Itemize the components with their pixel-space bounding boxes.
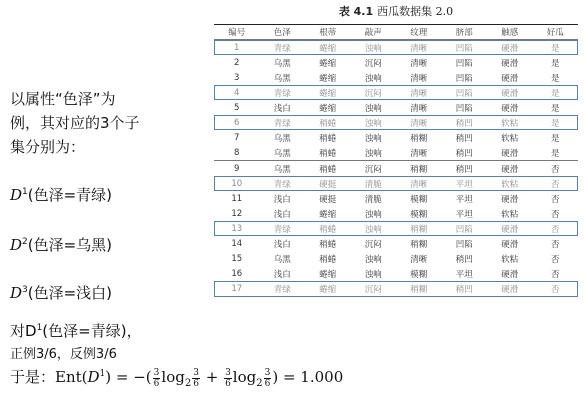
- formula-d: D: [87, 368, 100, 386]
- formula-eq: ) = −(: [105, 368, 152, 386]
- table-cell: 蜷缩: [319, 284, 337, 295]
- table-cell: 青绿: [273, 43, 291, 54]
- table-cell: 浊响: [364, 103, 382, 114]
- table-row: [214, 221, 578, 236]
- table-cell: 蜷缩: [319, 58, 337, 69]
- table-cell: 清晰: [410, 58, 428, 69]
- intro-line-3: 集分别为：: [10, 138, 86, 156]
- d1-text: (色泽=青绿): [27, 186, 113, 204]
- table-cell: 硬滑: [501, 284, 519, 295]
- table-cell: 软粘: [501, 118, 519, 129]
- fraction-4: [264, 368, 272, 389]
- table-row: [214, 100, 578, 115]
- table-cell: 否: [550, 269, 560, 280]
- fraction-3-den: 6: [225, 378, 231, 389]
- table-caption-title: 西瓜数据集 2.0: [377, 5, 454, 18]
- table-cell: 是: [550, 43, 560, 54]
- watermelon-dataset-table: [214, 24, 578, 297]
- table-cell: 浊响: [364, 43, 382, 54]
- table-cell: 模糊: [410, 194, 428, 205]
- d3-superscript: 3: [22, 285, 28, 295]
- table-cell: 硬滑: [501, 224, 519, 235]
- table-cell: 5: [234, 102, 240, 113]
- table-cell: 稍凹: [455, 148, 473, 159]
- table-cell: 稍糊: [410, 224, 428, 235]
- table-cell: 17: [231, 283, 243, 294]
- table-cell: 7: [234, 132, 240, 143]
- table-cell: 凹陷: [455, 43, 473, 54]
- table-cell: 稍蜷: [319, 239, 337, 250]
- for-d1-superscript: 1: [36, 323, 43, 333]
- table-cell: 青绿: [273, 224, 291, 235]
- table-cell: 3: [234, 72, 240, 83]
- table-cell: 稍凹: [455, 254, 473, 265]
- table-cell: 14: [231, 238, 243, 249]
- d2-symbol: D: [10, 236, 23, 254]
- table-cell: 稍糊: [410, 133, 428, 144]
- d2-superscript: 2: [22, 237, 28, 247]
- table-cell: 稍凹: [455, 284, 473, 295]
- table-row: [214, 70, 578, 85]
- table-row: [214, 145, 578, 161]
- table-cell: 稍蜷: [319, 224, 337, 235]
- table-cell: 乌黑: [273, 254, 291, 265]
- table-cell: 青绿: [273, 88, 291, 99]
- subset-d1: [10, 184, 112, 205]
- table-cell: 硬挺: [319, 179, 337, 190]
- table-cell: 浊响: [364, 209, 382, 220]
- table-cell: 清脆: [364, 179, 382, 190]
- table-header-cell: 纹理: [410, 28, 428, 38]
- table-cell: 是: [550, 73, 560, 84]
- table-cell: 青绿: [273, 284, 291, 295]
- table-cell: 清晰: [410, 179, 428, 190]
- fraction-2-num: 3: [193, 367, 199, 378]
- table-row: [214, 266, 578, 281]
- table-caption-number: 表 4.1: [338, 5, 374, 18]
- table-cell: 平坦: [455, 179, 473, 190]
- table-cell: 2: [234, 57, 240, 68]
- table-cell: 沉闷: [364, 284, 382, 295]
- table-cell: 乌黑: [273, 73, 291, 84]
- entropy-formula: [10, 366, 343, 389]
- table-header-row: [214, 25, 578, 40]
- table-cell: 清晰: [410, 103, 428, 114]
- for-d1-prefix: 对D: [10, 322, 37, 340]
- table-cell: 凹陷: [455, 103, 473, 114]
- fraction-4-den: 6: [264, 378, 271, 389]
- table-header-cell: 触感: [501, 28, 519, 38]
- log-1-base: 2: [184, 378, 192, 389]
- table-cell: 清晰: [410, 148, 428, 159]
- table-cell: 硬滑: [501, 148, 519, 159]
- table-header-cell: 根蒂: [319, 28, 337, 38]
- pos-neg-line: 正例3/6，反例3/6: [10, 347, 117, 362]
- table-cell: 浊响: [364, 118, 382, 129]
- table-cell: 青绿: [273, 179, 291, 190]
- table-cell: 乌黑: [273, 58, 291, 69]
- table-row: [214, 85, 578, 100]
- intro-line-2: 例，其对应的3个子: [10, 114, 140, 132]
- log-2: log: [232, 368, 257, 386]
- fraction-3-num: 3: [225, 367, 231, 378]
- table-cell: 是: [550, 133, 560, 144]
- table-cell: 是: [550, 103, 560, 114]
- table-cell: 稍糊: [410, 164, 428, 175]
- table-cell: 蜷缩: [319, 88, 337, 99]
- table-cell: 硬滑: [501, 164, 519, 175]
- table-cell: 否: [550, 194, 560, 205]
- table-row: [214, 40, 578, 56]
- subset-d2: [10, 234, 112, 255]
- table-row: [214, 130, 578, 145]
- table-cell: 硬挺: [319, 194, 337, 205]
- table-cell: 否: [550, 254, 560, 265]
- table-header-cell: 好瓜: [546, 28, 564, 38]
- for-d1-suffix: (色泽=青绿)，: [42, 322, 142, 340]
- table-header-cell: 脐部: [455, 28, 473, 38]
- table-cell: 硬滑: [501, 103, 519, 114]
- formula-prefix: 于是：: [10, 368, 56, 386]
- watermelon-dataset-table-block: [214, 0, 578, 297]
- table-cell: 是: [550, 58, 560, 69]
- table-cell: 浊响: [364, 73, 382, 84]
- table-cell: 硬滑: [501, 239, 519, 250]
- table-cell: 浅白: [273, 103, 291, 114]
- d2-text: (色泽=乌黑): [27, 236, 113, 254]
- d3-symbol: D: [10, 284, 23, 302]
- table-cell: 4: [234, 87, 240, 98]
- table-cell: 清晰: [410, 254, 428, 265]
- table-cell: 沉闷: [364, 164, 382, 175]
- table-cell: 9: [234, 163, 240, 174]
- table-cell: 是: [550, 148, 560, 159]
- table-cell: 13: [231, 223, 243, 234]
- table-cell: 否: [550, 239, 560, 250]
- fraction-2: [192, 368, 200, 389]
- table-cell: 稍凹: [455, 164, 473, 175]
- table-cell: 乌黑: [273, 148, 291, 159]
- table-cell: 清脆: [364, 194, 382, 205]
- table-cell: 蜷缩: [319, 73, 337, 84]
- table-cell: 否: [550, 209, 560, 220]
- table-cell: 软粘: [501, 179, 519, 190]
- table-cell: 8: [234, 147, 240, 158]
- table-cell: 乌黑: [273, 133, 291, 144]
- table-cell: 平坦: [455, 209, 473, 220]
- table-cell: 乌黑: [273, 164, 291, 175]
- table-cell: 清晰: [410, 118, 428, 129]
- table-header-cell: 色泽: [273, 28, 291, 38]
- table-cell: 稍凹: [455, 133, 473, 144]
- table-cell: 10: [231, 178, 243, 189]
- table-cell: 12: [231, 208, 243, 219]
- table-cell: 蜷缩: [319, 43, 337, 54]
- formula-plus: +: [200, 368, 224, 386]
- formula-d-superscript: 1: [99, 369, 106, 379]
- table-cell: 青绿: [273, 118, 291, 129]
- table-cell: 11: [231, 193, 243, 204]
- fraction-4-num: 3: [264, 367, 271, 378]
- table-row: [214, 206, 578, 221]
- table-cell: 否: [550, 224, 560, 235]
- fraction-1-num: 3: [153, 367, 160, 378]
- subset-d3: [10, 282, 112, 303]
- table-cell: 稍蜷: [319, 148, 337, 159]
- table-cell: 稍蜷: [319, 118, 337, 129]
- table-row: [214, 55, 578, 70]
- table-cell: 平坦: [455, 194, 473, 205]
- table-row: [214, 115, 578, 130]
- table-cell: 平坦: [455, 269, 473, 280]
- table-cell: 凹陷: [455, 239, 473, 250]
- table-cell: 凹陷: [455, 224, 473, 235]
- table-cell: 硬滑: [501, 73, 519, 84]
- table-cell: 清晰: [410, 43, 428, 54]
- table-cell: 软粘: [501, 254, 519, 265]
- table-cell: 软粘: [501, 209, 519, 220]
- table-cell: 16: [231, 268, 243, 279]
- table-caption: [214, 0, 578, 24]
- fraction-1-den: 6: [153, 378, 160, 389]
- table-header-cell: 敲声: [364, 28, 382, 38]
- table-cell: 蜷缩: [319, 103, 337, 114]
- table-cell: 浅白: [273, 194, 291, 205]
- table-cell: 硬滑: [501, 88, 519, 99]
- table-row: [214, 161, 578, 177]
- table-row: [214, 251, 578, 266]
- table-cell: 硬滑: [501, 58, 519, 69]
- table-cell: 硬滑: [501, 194, 519, 205]
- table-cell: 浊响: [364, 224, 382, 235]
- table-cell: 稍凹: [455, 118, 473, 129]
- table-cell: 模糊: [410, 269, 428, 280]
- for-d1-line: [10, 320, 142, 341]
- table-cell: 1: [234, 42, 240, 53]
- table-cell: 稍蜷: [319, 133, 337, 144]
- table-cell: 沉闷: [364, 58, 382, 69]
- table-cell: 浊响: [364, 269, 382, 280]
- table-cell: 否: [550, 284, 560, 295]
- table-cell: 浅白: [273, 269, 291, 280]
- table-cell: 稍蜷: [319, 254, 337, 265]
- table-header-cell: 编号: [228, 28, 246, 38]
- fraction-1: [153, 368, 161, 389]
- table-row: [214, 236, 578, 251]
- table-cell: 浅白: [273, 239, 291, 250]
- fraction-2-den: 6: [193, 378, 199, 389]
- formula-ent: Ent(: [55, 368, 88, 386]
- log-1: log: [161, 368, 185, 386]
- table-cell: 凹陷: [455, 58, 473, 69]
- table-cell: 稍蜷: [319, 164, 337, 175]
- table-cell: 模糊: [410, 209, 428, 220]
- table-cell: 浊响: [364, 133, 382, 144]
- table-row: [214, 176, 578, 191]
- table-cell: 清晰: [410, 73, 428, 84]
- intro-line-1: 以属性“色泽”为: [10, 90, 116, 108]
- table-cell: 凹陷: [455, 88, 473, 99]
- table-cell: 否: [550, 164, 560, 175]
- table-cell: 清晰: [410, 88, 428, 99]
- table-body: [214, 40, 578, 297]
- formula-body: [55, 367, 344, 389]
- table-cell: 沉闷: [364, 239, 382, 250]
- d3-text: (色泽=浅白): [27, 284, 113, 302]
- table-cell: 15: [231, 253, 243, 264]
- formula-close: ) = 1.000: [272, 368, 344, 386]
- d1-superscript: 1: [22, 187, 28, 197]
- table-cell: 凹陷: [455, 73, 473, 84]
- table-row: [214, 191, 578, 206]
- table-cell: 否: [550, 179, 560, 190]
- log-2-base: 2: [256, 378, 263, 389]
- table-cell: 是: [550, 118, 560, 129]
- table-row: [214, 281, 578, 297]
- table-cell: 蜷缩: [319, 269, 337, 280]
- table-cell: 蜷缩: [319, 209, 337, 220]
- table-cell: 稍糊: [410, 239, 428, 250]
- table-cell: 软粘: [501, 133, 519, 144]
- table-cell: 是: [550, 88, 560, 99]
- d1-symbol: D: [10, 186, 23, 204]
- table-cell: 6: [234, 117, 240, 128]
- table-cell: 浅白: [273, 209, 291, 220]
- fraction-3: [224, 368, 232, 389]
- table-cell: 稍糊: [410, 284, 428, 295]
- table-cell: 硬滑: [501, 269, 519, 280]
- table-cell: 沉闷: [364, 88, 382, 99]
- table-cell: 浊响: [364, 148, 382, 159]
- table-cell: 浊响: [364, 254, 382, 265]
- table-cell: 硬滑: [501, 43, 519, 54]
